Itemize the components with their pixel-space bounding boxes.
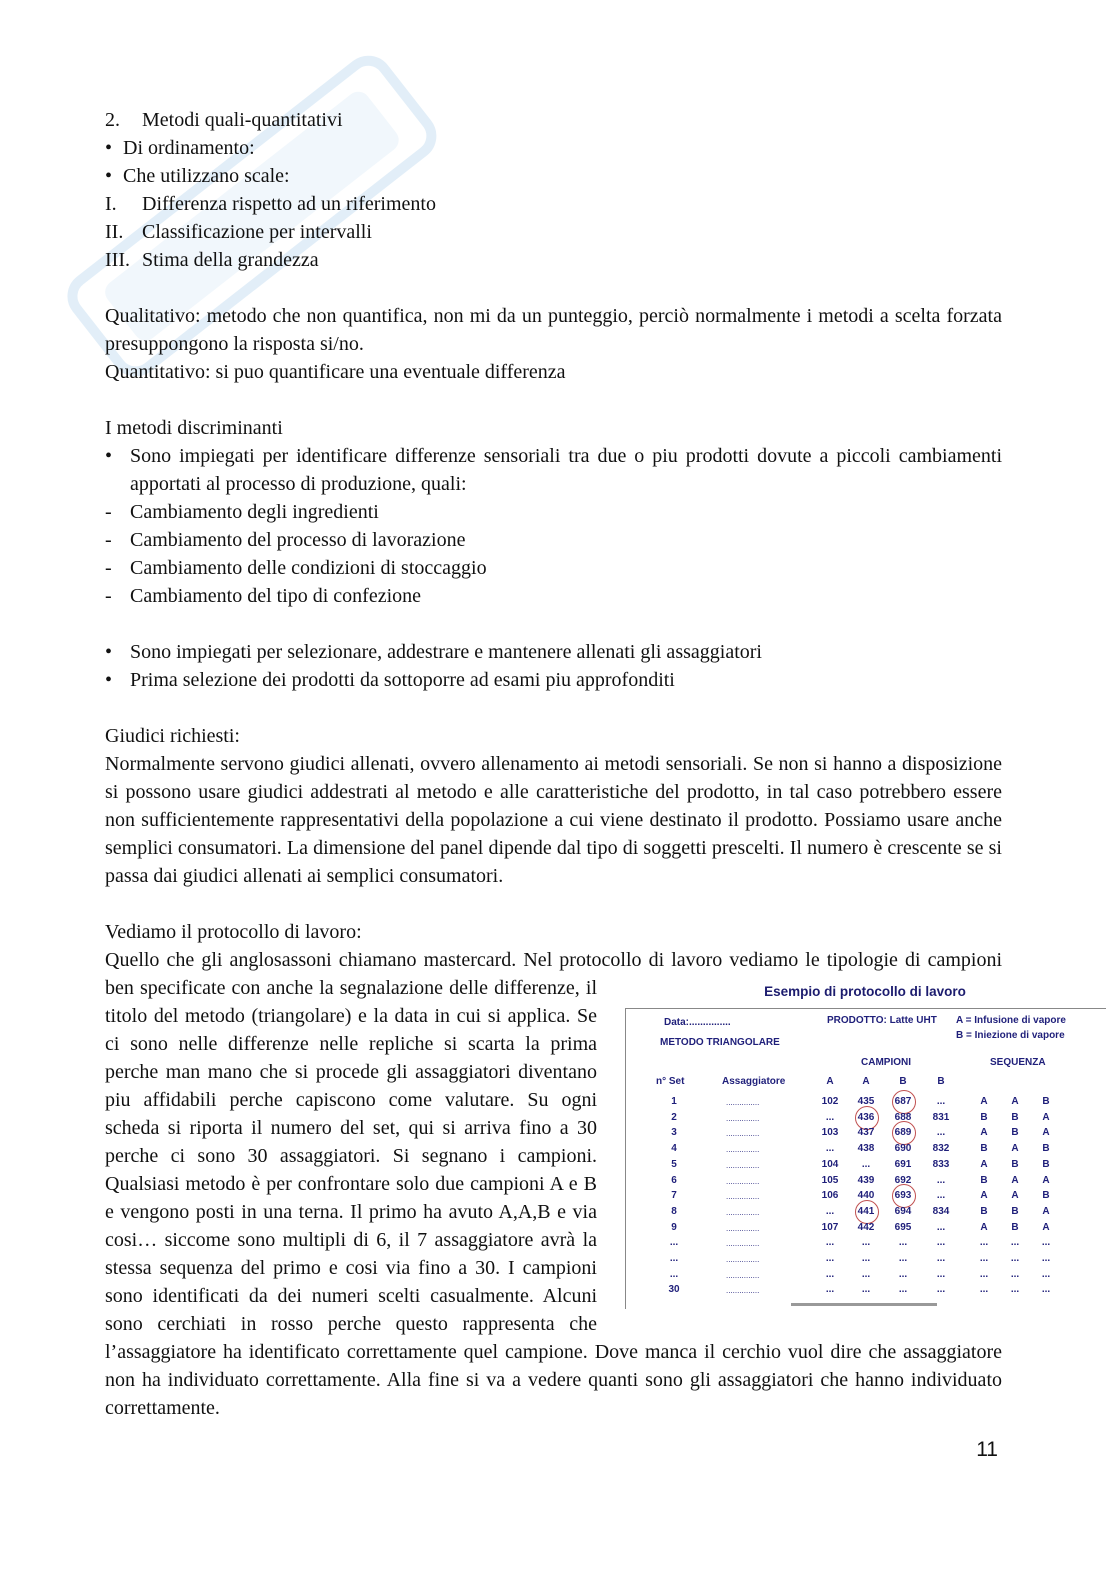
correct-circle-mark: [892, 1121, 916, 1145]
methods-list: [105, 106, 1002, 274]
sample-code: ...: [861, 1253, 871, 1264]
assaggiatore-field: ...............: [726, 1207, 760, 1217]
legend-a: A = Infusione di vapore: [956, 1015, 1066, 1026]
sequence-letter: B: [1011, 1221, 1019, 1233]
sample-code: ...: [861, 1237, 871, 1249]
list-item-text: Metodi quali-quantitativi: [142, 109, 343, 131]
list-marker: -: [105, 557, 112, 579]
list-item: [105, 526, 1002, 554]
assaggiatore-field: ...............: [726, 1239, 760, 1249]
sample-code: 103: [821, 1127, 839, 1139]
assaggiatore-field: ...............: [726, 1176, 760, 1186]
set-number: 7: [671, 1190, 677, 1202]
sample-code: ...: [936, 1127, 946, 1139]
sequence-letter: B: [980, 1111, 988, 1123]
list-item-text: Stima della grandezza: [142, 249, 319, 271]
sample-code: 694: [894, 1205, 912, 1217]
sequence-letter: A: [980, 1221, 988, 1233]
sample-code: 102: [821, 1096, 839, 1107]
sample-code: 438: [857, 1143, 875, 1155]
list-item: [105, 582, 1002, 610]
sequence-letter: B: [980, 1205, 988, 1217]
set-number: 2: [671, 1111, 677, 1123]
page-number: 11: [976, 1438, 998, 1461]
list-item-text: Differenza rispetto ad un riferimento: [142, 193, 436, 215]
sample-code: ...: [825, 1205, 835, 1217]
sequence-letter: ...: [1041, 1268, 1051, 1280]
assaggiatore-field: ...............: [726, 1192, 760, 1202]
sequence-letter: A: [980, 1190, 988, 1202]
sample-code: ...: [825, 1143, 835, 1155]
sample-code: ...: [936, 1096, 946, 1107]
uses-list: [105, 638, 1002, 694]
sample-code: 691: [894, 1158, 912, 1170]
sequence-letter: B: [1042, 1190, 1050, 1202]
qualitativo-paragraph: Qualitativo: metodo che non quantifica, non mi da un punteggio, perciò normalmente i metodi a scelta forzata presuppongono la risposta si/no.: [105, 305, 1002, 355]
sequence-letter: ...: [1041, 1284, 1051, 1296]
sample-code: 439: [857, 1174, 875, 1186]
list-item-text: Prima selezione dei prodotti da sottoporre ad esami piu approfonditi: [130, 669, 675, 691]
assaggiatore-field: ...............: [726, 1270, 760, 1280]
assaggiatore-field: ...............: [726, 1113, 760, 1123]
sample-code: 107: [821, 1221, 839, 1233]
sequence-letter: A: [1042, 1205, 1050, 1217]
sample-code: ...: [936, 1268, 946, 1280]
list-item-text: Cambiamento del tipo di confezione: [130, 585, 422, 607]
assaggiatore-field: ...............: [726, 1286, 760, 1296]
list-marker: -: [105, 529, 112, 551]
sample-code: 695: [894, 1221, 912, 1233]
sequence-letter: ...: [1010, 1284, 1020, 1296]
set-number: 8: [671, 1205, 677, 1217]
set-number: 3: [671, 1127, 677, 1139]
list-item-text: Cambiamento delle condizioni di stoccaggio: [130, 557, 487, 579]
sample-code: ...: [936, 1221, 946, 1233]
list-marker: •: [105, 137, 113, 159]
quantitativo-paragraph: Quantitativo: si puo quantificare una eventuale differenza: [105, 361, 566, 383]
list-marker: •: [105, 669, 113, 691]
set-number: 6: [671, 1174, 677, 1186]
legend-b: B = Iniezione di vapore: [956, 1030, 1065, 1041]
protocol-table: [625, 1008, 1106, 1309]
section-title-protocollo: Vediamo il protocollo di lavoro:: [105, 921, 362, 943]
sequence-letter: ...: [1010, 1268, 1020, 1280]
sample-code: ...: [825, 1111, 835, 1123]
sample-code: 689: [894, 1127, 912, 1139]
list-item: [105, 442, 1002, 498]
sequence-letter: B: [1011, 1127, 1019, 1139]
document-body: [105, 106, 1066, 1464]
sample-code: ...: [898, 1268, 908, 1280]
sample-code: ...: [825, 1253, 835, 1264]
campioni-header: CAMPIONI: [861, 1057, 911, 1068]
sequence-letter: B: [1011, 1158, 1019, 1170]
sequence-letter: ...: [1010, 1237, 1020, 1249]
set-number: ...: [669, 1268, 679, 1280]
sequence-letter: A: [1011, 1174, 1019, 1186]
sample-code: ...: [936, 1174, 946, 1186]
sample-code: 104: [821, 1158, 839, 1170]
sample-code: 832: [932, 1143, 950, 1155]
method-label: METODO TRIANGOLARE: [660, 1037, 780, 1048]
sequence-letter: A: [1011, 1190, 1019, 1202]
sample-code: 834: [932, 1205, 950, 1217]
sequence-letter: ...: [979, 1284, 989, 1296]
column-header: n° Set: [656, 1076, 685, 1087]
sample-code: 441: [857, 1205, 875, 1217]
list-item: [105, 666, 1002, 694]
protocollo-paragraph: Quello che gli anglosassoni chiamano mastercard. Nel protocollo di lavoro vediamo le tipologie di campioni ben specificate con anche la segnalazione delle differenze, il titolo del metodo (triangolare) e la data in cui si applica. Se ci sono nelle differenze nelle repliche si scarta la prima perche man mano che si procede gli assaggiatori diventano piu affidabili perche capiscono come valutare. Su ogni scheda si riporta il numero del set, qui si arriva fino a 30 perche ci sono 30 assaggiatori. Si segnano i campioni. Qualsiasi metodo è per confrontare solo due campioni A e B e vengono posti in una terna. Il primo ha avuto A,A,B e via cosi… siccome sono multipli di 6, il 7 assaggiatore avrà la stessa sequenza del primo e cosi via fino a 30. I campioni sono identificati da dei numeri scelti casualmente. Alcuni sono cerchiati in rosso perche questo rappresenta che l’assaggiatore ha identificato correttamente quel campione. Dove manca il cerchio vuol dire che assaggiatore non ha individuato correttamente. Alla fine si va a vedere quanti sono gli assaggiatori che hanno individuato correttamente.: [105, 949, 1002, 1419]
list-marker: -: [105, 585, 112, 607]
list-marker: 2.: [105, 109, 120, 131]
sequence-letter: B: [1042, 1096, 1050, 1107]
list-item-text: Classificazione per intervalli: [142, 221, 372, 243]
sample-code: 692: [894, 1174, 912, 1186]
set-number: ...: [669, 1253, 679, 1264]
set-number: 1: [671, 1096, 677, 1107]
list-marker: III.: [105, 249, 130, 271]
horizontal-scrollbar: [791, 1303, 937, 1306]
list-item: [105, 498, 1002, 526]
correct-circle-mark: [892, 1090, 916, 1114]
sequence-letter: ...: [1010, 1253, 1020, 1264]
sample-code: ...: [825, 1284, 835, 1296]
column-header: A: [826, 1076, 834, 1087]
sample-code: 831: [932, 1111, 950, 1123]
sequence-letter: ...: [1041, 1237, 1051, 1249]
sequence-letter: A: [980, 1127, 988, 1139]
figure-title: Esempio di protocollo di lavoro: [764, 984, 966, 999]
sample-code: ...: [936, 1190, 946, 1202]
sequence-letter: ...: [979, 1253, 989, 1264]
giudici-paragraph: Normalmente servono giudici allenati, ovvero allenamento ai metodi sensoriali. Se non si hanno a disposizione si possono usare giudici addestrati al metodo e alle caratteristiche del prodotto, in tal caso potrebbero essere non sufficientemente rappresentativi della popolazione a cui viene destinato il prodotto. Possiamo usare anche semplici consumatori. La dimensione del panel dipende dal tipo di soggetti prescelti. Il numero è crescente se si passa dai giudici allenati ai semplici consumatori.: [105, 753, 1002, 887]
list-marker: •: [105, 445, 113, 467]
sample-code: ...: [861, 1284, 871, 1296]
sample-code: ...: [861, 1268, 871, 1280]
list-item-text: Che utilizzano scale:: [123, 165, 290, 187]
sequence-letter: A: [980, 1158, 988, 1170]
assaggiatore-field: ...............: [726, 1098, 760, 1107]
assaggiatore-field: ...............: [726, 1223, 760, 1233]
set-number: ...: [669, 1237, 679, 1249]
sequence-letter: ...: [979, 1268, 989, 1280]
section-title-giudici: Giudici richiesti:: [105, 725, 240, 747]
list-marker: I.: [105, 193, 117, 215]
list-item-text: Cambiamento del processo di lavorazione: [130, 529, 466, 551]
sequence-letter: A: [1042, 1127, 1050, 1139]
list-item: [105, 162, 1002, 190]
list-item: [105, 134, 1002, 162]
list-marker: -: [105, 501, 112, 523]
date-label: Data:...............: [664, 1017, 731, 1028]
sample-code: ...: [825, 1268, 835, 1280]
column-header: Assaggiatore: [722, 1076, 786, 1087]
sequence-letter: B: [1011, 1111, 1019, 1123]
changes-list: [105, 498, 1002, 610]
sample-code: 437: [857, 1127, 875, 1139]
sequence-letter: A: [1011, 1096, 1019, 1107]
sequence-letter: B: [1011, 1205, 1019, 1217]
sample-code: 442: [857, 1221, 875, 1233]
list-item: [105, 190, 1002, 218]
sequence-letter: A: [1042, 1221, 1050, 1233]
sample-code: ...: [936, 1284, 946, 1296]
sample-code: ...: [898, 1237, 908, 1249]
sequence-letter: A: [980, 1096, 988, 1107]
column-header: B: [937, 1076, 945, 1087]
list-item-text: Sono impiegati per identificare differenze sensoriali tra due o piu prodotti dovute a piccoli cambiamenti apportati al processo di produzione, quali:: [130, 445, 1002, 495]
sample-code: 440: [857, 1190, 875, 1202]
list-marker: •: [105, 641, 113, 663]
sequenza-header: SEQUENZA: [990, 1057, 1046, 1068]
sequence-letter: B: [980, 1174, 988, 1186]
sample-code: 105: [821, 1174, 839, 1186]
sample-code: 690: [894, 1143, 912, 1155]
sample-code: 688: [894, 1111, 912, 1123]
sequence-letter: B: [1042, 1158, 1050, 1170]
column-header: A: [862, 1076, 870, 1087]
list-item-text: Di ordinamento:: [123, 137, 255, 159]
set-number: 5: [671, 1158, 677, 1170]
sample-code: 833: [932, 1158, 950, 1170]
set-number: 9: [671, 1221, 677, 1233]
list-item-text: Cambiamento degli ingredienti: [130, 501, 379, 523]
list-item: [105, 246, 1002, 274]
sequence-letter: ...: [1041, 1253, 1051, 1264]
sequence-letter: A: [1011, 1143, 1019, 1155]
sample-code: 106: [821, 1190, 839, 1202]
section-title-discriminanti: I metodi discriminanti: [105, 417, 283, 439]
protocol-figure: [625, 974, 1105, 1326]
sample-code: ...: [936, 1237, 946, 1249]
sample-code: ...: [898, 1253, 908, 1264]
product-label: PRODOTTO: Latte UHT: [827, 1015, 937, 1026]
assaggiatore-field: ...............: [726, 1160, 760, 1170]
sample-code: 436: [857, 1111, 875, 1123]
set-number: 30: [668, 1284, 680, 1296]
list-marker: •: [105, 165, 113, 187]
sample-code: ...: [936, 1253, 946, 1264]
assaggiatore-field: ...............: [726, 1129, 760, 1139]
sequence-letter: A: [1042, 1174, 1050, 1186]
sample-code: 435: [857, 1096, 875, 1107]
column-header: B: [899, 1076, 907, 1087]
list-item: [105, 218, 1002, 246]
sample-code: 687: [894, 1096, 912, 1107]
list-item-text: Sono impiegati per selezionare, addestrare e mantenere allenati gli assaggiatori: [130, 641, 762, 663]
assaggiatore-field: ...............: [726, 1255, 760, 1264]
sample-code: 693: [894, 1190, 912, 1202]
correct-circle-mark: [855, 1106, 879, 1130]
list-item: [105, 638, 1002, 666]
sequence-letter: B: [1042, 1143, 1050, 1155]
correct-circle-mark: [892, 1184, 916, 1208]
sample-code: ...: [861, 1158, 871, 1170]
set-number: 4: [671, 1143, 677, 1155]
sample-code: ...: [825, 1237, 835, 1249]
sequence-letter: ...: [979, 1237, 989, 1249]
list-marker: II.: [105, 221, 124, 243]
sequence-letter: A: [1042, 1111, 1050, 1123]
sample-code: ...: [898, 1284, 908, 1296]
sequence-letter: B: [980, 1143, 988, 1155]
list-item: [105, 554, 1002, 582]
correct-circle-mark: [855, 1200, 879, 1224]
assaggiatore-field: ...............: [726, 1145, 760, 1155]
list-item: [105, 106, 1002, 134]
